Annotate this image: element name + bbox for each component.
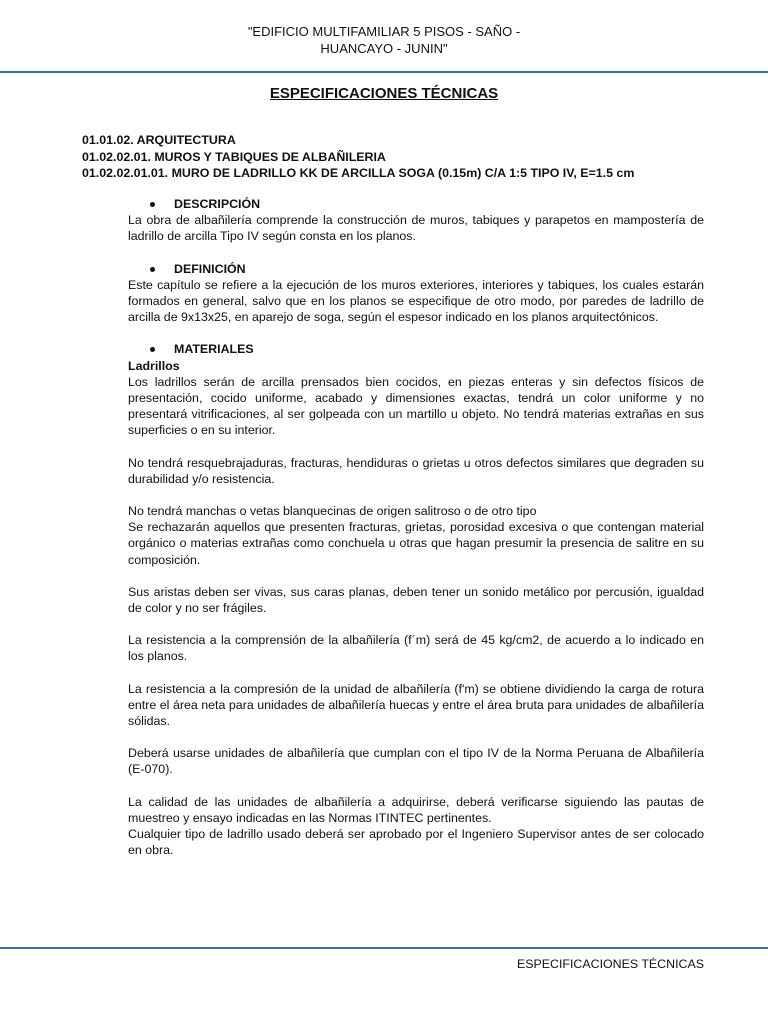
definicion-label: DEFINICIÓN bbox=[174, 261, 246, 276]
document-title: ESPECIFICACIONES TÉCNICAS bbox=[269, 85, 499, 102]
materiales-label: MATERIALES bbox=[174, 342, 254, 357]
footer-divider bbox=[0, 947, 768, 949]
materiales-paragraph-1: Los ladrillos serán de arcilla prensados bien cocidos, en piezas enteras y sin defectos físicos de presentación, cocido uniforme, acabado y dimensiones exactas, tendrá un color uniforme y no presentará vitrificaciones, al ser golpeada con un martillo u objeto. No tendrá materias extrañas en sus superficies o en su interior. bbox=[128, 374, 704, 438]
header-divider bbox=[0, 71, 768, 73]
materiales-paragraph-9: La calidad de las unidades de albañilería a adquirirse, deberá verificarse siguiendo las pautas de muestreo y ensayo indicadas en las Normas ITINTEC pertinentes. bbox=[128, 794, 704, 825]
bullet-dot-icon bbox=[150, 267, 155, 272]
descripcion-label: DESCRIPCIÓN bbox=[174, 197, 261, 211]
ladrillos-subtitle: Ladrillos bbox=[128, 358, 180, 373]
materiales-paragraph-7: La resistencia a la compresión de la unidad de albañilería (f'm) se obtiene dividiendo la carga de rotura entre el área neta para unidades de albañilería huecas y entre el área bruta para unidades de albañilería sólidas. bbox=[128, 681, 704, 729]
bullet-definicion bbox=[128, 261, 704, 277]
bullet-descripcion bbox=[128, 196, 704, 212]
footer-label: ESPECIFICACIONES TÉCNICAS bbox=[516, 957, 704, 971]
header-title-line1: "EDIFICIO MULTIFAMILIAR 5 PISOS - SAÑO - bbox=[247, 24, 521, 39]
document-body bbox=[128, 196, 704, 859]
materiales-paragraph-6: La resistencia a la comprensión de la albañilería (f´m) será de 45 kg/cm2, de acuerdo a lo indicado en los planos. bbox=[128, 633, 704, 664]
materiales-paragraph-5: Sus aristas deben ser vivas, sus caras planas, deben tener un sonido metálico por percusión, igualdad de color y no ser frágiles. bbox=[128, 584, 704, 616]
descripcion-text: La obra de albañilería comprende la construcción de muros, tabiques y parapetos en mampostería de ladrillo de arcilla Tipo IV según consta en los planos. bbox=[128, 213, 704, 244]
heading-arquitectura: 01.01.02. ARQUITECTURA bbox=[82, 133, 236, 147]
bullet-materiales bbox=[128, 341, 704, 357]
section-headings bbox=[82, 132, 722, 182]
header-title-line2: HUANCAYO - JUNIN" bbox=[320, 41, 448, 56]
bullet-dot-icon bbox=[150, 202, 155, 207]
bullet-dot-icon bbox=[150, 347, 155, 352]
materiales-paragraph-2: No tendrá resquebrajaduras, fracturas, hendiduras o grietas u otros defectos similares que degraden su durabilidad y/o resistencia. bbox=[128, 455, 704, 486]
materiales-paragraph-4: Se rechazarán aquellos que presenten fracturas, grietas, porosidad excesiva o que contengan material orgánico o materias extrañas como conchuela u otras que hagan presumir la presencia de salitre en su composición. bbox=[128, 520, 704, 567]
materiales-paragraph-3: No tendrá manchas o vetas blanquecinas de origen salitroso o de otro tipo bbox=[128, 504, 537, 519]
definicion-text: Este capítulo se refiere a la ejecución de los muros exteriores, interiores y tabiques, los cuales estarán formados en general, salvo que en los planos se especifique de otro modo, por paredes de ladrillo de arcilla de 9x13x25, en aparejo de soga, según el espesor indicado en los planos arquitectónicos. bbox=[128, 277, 704, 325]
heading-muros-tabiques: 01.02.02.01. MUROS Y TABIQUES DE ALBAÑILERIA bbox=[82, 149, 386, 164]
heading-muro-ladrillo: 01.02.02.01.01. MURO DE LADRILLO KK DE ARCILLA SOGA (0.15m) C/A 1:5 TIPO IV, E=1.5 cm bbox=[82, 166, 635, 180]
materiales-paragraph-8: Deberá usarse unidades de albañilería que cumplan con el tipo IV de la Norma Peruana de Albañilería (E-070). bbox=[128, 746, 704, 777]
page-header bbox=[200, 23, 568, 57]
materiales-paragraph-10: Cualquier tipo de ladrillo usado deberá ser aprobado por el Ingeniero Supervisor antes de ser colocado en obra. bbox=[128, 827, 704, 858]
